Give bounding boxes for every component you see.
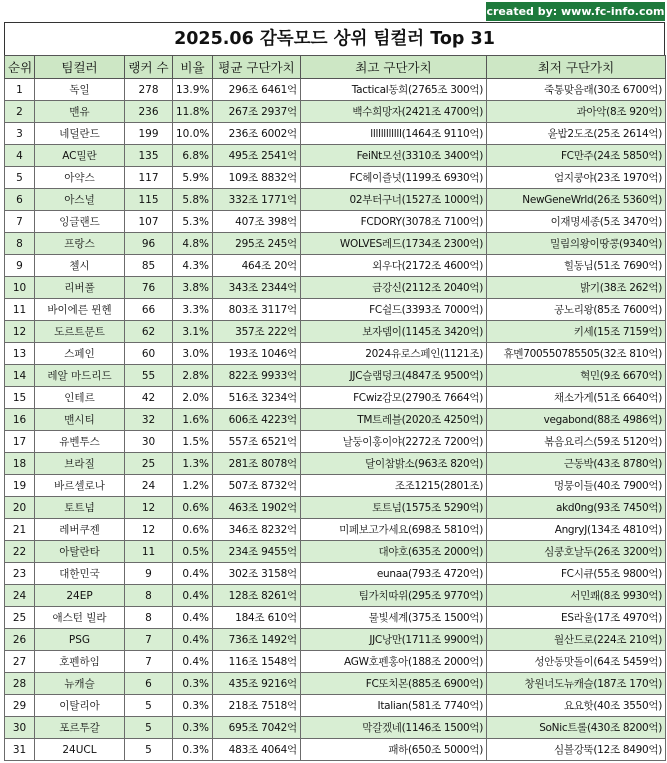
ranker-count-cell[interactable]: 115 [125, 189, 173, 211]
ranker-count-cell[interactable]: 199 [125, 123, 173, 145]
average-value-cell[interactable]: 116조 1548억 [213, 651, 301, 673]
ranker-count-cell[interactable]: 96 [125, 233, 173, 255]
table-row [5, 145, 666, 167]
team-color-cell[interactable]: 브라질 [35, 453, 125, 475]
header-highest-value[interactable]: 최고 구단가치 [301, 56, 487, 79]
highest-value-cell[interactable]: 금강신(2112조 2040억) [301, 277, 487, 299]
ratio-cell[interactable]: 0.5% [173, 541, 213, 563]
highest-value-cell[interactable]: TM트레블(2020조 4250억) [301, 409, 487, 431]
table-row [5, 497, 666, 519]
ranker-count-cell[interactable]: 117 [125, 167, 173, 189]
average-value-cell[interactable]: 109조 8832억 [213, 167, 301, 189]
lowest-value-cell[interactable]: NewGeneWrld(26조 5360억) [487, 189, 666, 211]
rank-cell[interactable]: 15 [5, 387, 35, 409]
average-value-cell[interactable]: 184조 610억 [213, 607, 301, 629]
average-value-cell[interactable]: 695조 7042억 [213, 717, 301, 739]
highest-value-cell[interactable]: 패하(650조 5000억) [301, 739, 487, 761]
ranker-count-cell[interactable]: 30 [125, 431, 173, 453]
team-color-cell[interactable]: 이탈리아 [35, 695, 125, 717]
ranker-count-cell[interactable]: 66 [125, 299, 173, 321]
header-row [5, 56, 666, 79]
rank-cell[interactable]: 23 [5, 563, 35, 585]
ratio-cell[interactable]: 0.3% [173, 673, 213, 695]
highest-value-cell[interactable]: 달이참밝소(963조 820억) [301, 453, 487, 475]
average-value-cell[interactable]: 736조 1492억 [213, 629, 301, 651]
header-lowest-value[interactable]: 최저 구단가치 [487, 56, 666, 79]
ratio-cell[interactable]: 0.6% [173, 497, 213, 519]
lowest-value-cell[interactable]: 힐동님(51조 7690억) [487, 255, 666, 277]
ranker-count-cell[interactable]: 8 [125, 585, 173, 607]
ratio-cell[interactable]: 0.4% [173, 585, 213, 607]
ratio-cell[interactable]: 11.8% [173, 101, 213, 123]
ratio-cell[interactable]: 2.8% [173, 365, 213, 387]
table-row [5, 475, 666, 497]
ratio-cell[interactable]: 2.0% [173, 387, 213, 409]
team-color-cell[interactable]: 유벤투스 [35, 431, 125, 453]
average-value-cell[interactable]: 516조 3234억 [213, 387, 301, 409]
table-row [5, 233, 666, 255]
ranker-count-cell[interactable]: 7 [125, 651, 173, 673]
table-row [5, 189, 666, 211]
highest-value-cell[interactable]: eunaa(793조 4720억) [301, 563, 487, 585]
rank-cell[interactable]: 1 [5, 79, 35, 101]
ratio-cell[interactable]: 4.3% [173, 255, 213, 277]
ratio-cell[interactable]: 5.3% [173, 211, 213, 233]
highest-value-cell[interactable]: 조조1215(2801조) [301, 475, 487, 497]
ratio-cell[interactable]: 6.8% [173, 145, 213, 167]
rank-cell[interactable]: 28 [5, 673, 35, 695]
highest-value-cell[interactable]: llllllllllll(1464조 9110억) [301, 123, 487, 145]
rank-cell[interactable]: 8 [5, 233, 35, 255]
team-color-cell[interactable]: 리버풀 [35, 277, 125, 299]
table-row [5, 541, 666, 563]
lowest-value-cell[interactable]: 심볼강뚝(12조 8490억) [487, 739, 666, 761]
ratio-cell[interactable]: 0.4% [173, 651, 213, 673]
table-row [5, 585, 666, 607]
ranker-count-cell[interactable]: 60 [125, 343, 173, 365]
table-title: 2025.06 감독모드 상위 팀컬러 Top 31 [4, 22, 665, 55]
team-color-cell[interactable]: 첼시 [35, 255, 125, 277]
rank-cell[interactable]: 31 [5, 739, 35, 761]
average-value-cell[interactable]: 483조 4064억 [213, 739, 301, 761]
lowest-value-cell[interactable]: 밝기(38조 262억) [487, 277, 666, 299]
team-color-cell[interactable]: 아스널 [35, 189, 125, 211]
lowest-value-cell[interactable]: 밀림의왕이땅콩(9340억) [487, 233, 666, 255]
team-color-cell[interactable]: PSG [35, 629, 125, 651]
header-team-color[interactable]: 팀컬러 [35, 56, 125, 79]
average-value-cell[interactable]: 295조 245억 [213, 233, 301, 255]
rank-cell[interactable]: 4 [5, 145, 35, 167]
lowest-value-cell[interactable]: 과아악(8조 920억) [487, 101, 666, 123]
ranker-count-cell[interactable]: 85 [125, 255, 173, 277]
table-row [5, 409, 666, 431]
team-color-cell[interactable]: 24EP [35, 585, 125, 607]
average-value-cell[interactable]: 218조 7518억 [213, 695, 301, 717]
ranker-count-cell[interactable]: 76 [125, 277, 173, 299]
table-row [5, 739, 666, 761]
table-row [5, 123, 666, 145]
team-color-cell[interactable]: 24UCL [35, 739, 125, 761]
lowest-value-cell[interactable]: 근동박(43조 8780억) [487, 453, 666, 475]
table-body [5, 79, 666, 761]
highest-value-cell[interactable]: AGW호펜홍아(188조 2000억) [301, 651, 487, 673]
ranker-count-cell[interactable]: 8 [125, 607, 173, 629]
table-row [5, 277, 666, 299]
average-value-cell[interactable]: 281조 8078억 [213, 453, 301, 475]
ratio-cell[interactable]: 0.4% [173, 563, 213, 585]
rank-cell[interactable]: 25 [5, 607, 35, 629]
ranker-count-cell[interactable]: 32 [125, 409, 173, 431]
ranker-count-cell[interactable]: 7 [125, 629, 173, 651]
table-row [5, 101, 666, 123]
average-value-cell[interactable]: 302조 3158억 [213, 563, 301, 585]
highest-value-cell[interactable]: FC헤이즐넛(1199조 6930억) [301, 167, 487, 189]
header-average-value[interactable]: 평균 구단가치 [213, 56, 301, 79]
ranker-count-cell[interactable]: 24 [125, 475, 173, 497]
ranker-count-cell[interactable]: 62 [125, 321, 173, 343]
average-value-cell[interactable]: 822조 9933억 [213, 365, 301, 387]
table-row [5, 717, 666, 739]
highest-value-cell[interactable]: 막갈겠네(1146조 1500억) [301, 717, 487, 739]
highest-value-cell[interactable]: 백수희망자(2421조 4700억) [301, 101, 487, 123]
ratio-cell[interactable]: 3.3% [173, 299, 213, 321]
team-color-cell[interactable]: 바르셀로나 [35, 475, 125, 497]
average-value-cell[interactable]: 343조 2344억 [213, 277, 301, 299]
average-value-cell[interactable]: 296조 6461억 [213, 79, 301, 101]
highest-value-cell[interactable]: 보자뎀이(1145조 3420억) [301, 321, 487, 343]
table-row [5, 431, 666, 453]
lowest-value-cell[interactable]: ES라울(17조 4970억) [487, 607, 666, 629]
lowest-value-cell[interactable]: 윤밥2도조(25조 2614억) [487, 123, 666, 145]
team-color-cell[interactable]: 레알 마드리드 [35, 365, 125, 387]
table-row [5, 563, 666, 585]
average-value-cell[interactable]: 332조 1771억 [213, 189, 301, 211]
team-color-cell[interactable]: 아탈란타 [35, 541, 125, 563]
lowest-value-cell[interactable]: FC시큐(55조 9800억) [487, 563, 666, 585]
ranker-count-cell[interactable]: 9 [125, 563, 173, 585]
header-ratio[interactable]: 비율 [173, 56, 213, 79]
table-row [5, 255, 666, 277]
ratio-cell[interactable]: 0.4% [173, 607, 213, 629]
highest-value-cell[interactable]: 외우다(2172조 4600억) [301, 255, 487, 277]
ranker-count-cell[interactable]: 12 [125, 519, 173, 541]
rank-cell[interactable]: 27 [5, 651, 35, 673]
ranker-count-cell[interactable]: 6 [125, 673, 173, 695]
ratio-cell[interactable]: 0.3% [173, 717, 213, 739]
rank-cell[interactable]: 26 [5, 629, 35, 651]
ranker-count-cell[interactable]: 11 [125, 541, 173, 563]
average-value-cell[interactable]: 128조 8261억 [213, 585, 301, 607]
lowest-value-cell[interactable]: 이재명세종(5조 3470억) [487, 211, 666, 233]
team-color-cell[interactable]: 맨시티 [35, 409, 125, 431]
rank-cell[interactable]: 18 [5, 453, 35, 475]
average-value-cell[interactable]: 464조 20억 [213, 255, 301, 277]
team-color-cell[interactable]: 호펜하임 [35, 651, 125, 673]
ratio-cell[interactable]: 3.0% [173, 343, 213, 365]
highest-value-cell[interactable]: Italian(581조 7740억) [301, 695, 487, 717]
ranker-count-cell[interactable]: 107 [125, 211, 173, 233]
table-row [5, 651, 666, 673]
rank-cell[interactable]: 11 [5, 299, 35, 321]
ratio-cell[interactable]: 0.6% [173, 519, 213, 541]
table-row [5, 695, 666, 717]
lowest-value-cell[interactable]: 멍뭉이들(40조 7900억) [487, 475, 666, 497]
team-color-cell[interactable]: 뉴캐슬 [35, 673, 125, 695]
highest-value-cell[interactable]: JJC슬램덩크(4847조 9500억) [301, 365, 487, 387]
ratio-cell[interactable]: 13.9% [173, 79, 213, 101]
highest-value-cell[interactable]: Tactical동희(2765조 300억) [301, 79, 487, 101]
highest-value-cell[interactable]: FeiNt모선(3310조 3400억) [301, 145, 487, 167]
team-color-cell[interactable]: 스페인 [35, 343, 125, 365]
average-value-cell[interactable]: 557조 6521억 [213, 431, 301, 453]
average-value-cell[interactable]: 193조 1046억 [213, 343, 301, 365]
table-row [5, 343, 666, 365]
highest-value-cell[interactable]: WOLVES레드(1734조 2300억) [301, 233, 487, 255]
lowest-value-cell[interactable]: 볶음요리스(59조 5120억) [487, 431, 666, 453]
team-color-cell[interactable]: 맨유 [35, 101, 125, 123]
average-value-cell[interactable]: 267조 2937억 [213, 101, 301, 123]
ranker-count-cell[interactable]: 5 [125, 717, 173, 739]
ranker-count-cell[interactable]: 42 [125, 387, 173, 409]
ratio-cell[interactable]: 10.0% [173, 123, 213, 145]
rank-cell[interactable]: 5 [5, 167, 35, 189]
average-value-cell[interactable]: 236조 6002억 [213, 123, 301, 145]
highest-value-cell[interactable]: 2024유로스페인(1121조) [301, 343, 487, 365]
ratio-cell[interactable]: 0.3% [173, 739, 213, 761]
table-row [5, 299, 666, 321]
lowest-value-cell[interactable]: 채소가게(51조 6640억) [487, 387, 666, 409]
header-rank[interactable]: 순위 [5, 56, 35, 79]
lowest-value-cell[interactable]: akd0ng(93조 7450억) [487, 497, 666, 519]
average-value-cell[interactable]: 463조 1902억 [213, 497, 301, 519]
team-color-cell[interactable]: 도르트문트 [35, 321, 125, 343]
ratio-cell[interactable]: 0.4% [173, 629, 213, 651]
lowest-value-cell[interactable]: FC만주(24조 5850억) [487, 145, 666, 167]
ranker-count-cell[interactable]: 25 [125, 453, 173, 475]
ratio-cell[interactable]: 3.8% [173, 277, 213, 299]
table-row [5, 365, 666, 387]
table-row [5, 387, 666, 409]
table-row [5, 519, 666, 541]
table-row [5, 211, 666, 233]
team-color-cell[interactable]: 네덜란드 [35, 123, 125, 145]
rank-cell[interactable]: 2 [5, 101, 35, 123]
lowest-value-cell[interactable]: vegabond(88조 4986억) [487, 409, 666, 431]
average-value-cell[interactable]: 606조 4223억 [213, 409, 301, 431]
team-color-cell[interactable]: 독일 [35, 79, 125, 101]
rank-cell[interactable]: 3 [5, 123, 35, 145]
lowest-value-cell[interactable]: 키세(15조 7159억) [487, 321, 666, 343]
table-row [5, 321, 666, 343]
highest-value-cell[interactable]: FCDORY(3078조 7100억) [301, 211, 487, 233]
lowest-value-cell[interactable]: 월산드로(224조 210억) [487, 629, 666, 651]
lowest-value-cell[interactable]: 혁민(9조 6670억) [487, 365, 666, 387]
ranker-count-cell[interactable]: 12 [125, 497, 173, 519]
ratio-cell[interactable]: 1.3% [173, 453, 213, 475]
highest-value-cell[interactable]: 미페보고가세요(698조 5810억) [301, 519, 487, 541]
highest-value-cell[interactable]: 날둥이홍이야(2272조 7200억) [301, 431, 487, 453]
lowest-value-cell[interactable]: 요요핫(40조 3550억) [487, 695, 666, 717]
lowest-value-cell[interactable]: 창원너도뉴캐슬(187조 170억) [487, 673, 666, 695]
ratio-cell[interactable]: 5.9% [173, 167, 213, 189]
ranker-count-cell[interactable]: 236 [125, 101, 173, 123]
ranker-count-cell[interactable]: 5 [125, 739, 173, 761]
ranker-count-cell[interactable]: 278 [125, 79, 173, 101]
team-color-cell[interactable]: 토트넘 [35, 497, 125, 519]
ratio-cell[interactable]: 3.1% [173, 321, 213, 343]
table-row [5, 167, 666, 189]
rank-cell[interactable]: 9 [5, 255, 35, 277]
table-row [5, 607, 666, 629]
average-value-cell[interactable]: 357조 222억 [213, 321, 301, 343]
ranker-count-cell[interactable]: 55 [125, 365, 173, 387]
header-ranker-count[interactable]: 랭커 수 [125, 56, 173, 79]
average-value-cell[interactable]: 435조 9216억 [213, 673, 301, 695]
lowest-value-cell[interactable]: 엄지쿵야(23조 1970억) [487, 167, 666, 189]
ratio-cell[interactable]: 1.6% [173, 409, 213, 431]
highest-value-cell[interactable]: FCwiz감모(2790조 7664억) [301, 387, 487, 409]
rank-cell[interactable]: 17 [5, 431, 35, 453]
highest-value-cell[interactable]: 물빛세계(375조 1500억) [301, 607, 487, 629]
rank-cell[interactable]: 19 [5, 475, 35, 497]
lowest-value-cell[interactable]: 심쿵호날두(26조 3200억) [487, 541, 666, 563]
team-color-cell[interactable]: 아약스 [35, 167, 125, 189]
lowest-value-cell[interactable]: AngryJ(134조 4810억) [487, 519, 666, 541]
team-color-cell[interactable]: 잉글랜드 [35, 211, 125, 233]
average-value-cell[interactable]: 495조 2541억 [213, 145, 301, 167]
team-color-cell[interactable]: AC밀란 [35, 145, 125, 167]
team-color-cell[interactable]: 대한민국 [35, 563, 125, 585]
team-color-cell[interactable]: 인테르 [35, 387, 125, 409]
rank-cell[interactable]: 22 [5, 541, 35, 563]
rank-cell[interactable]: 20 [5, 497, 35, 519]
rank-cell[interactable]: 10 [5, 277, 35, 299]
highest-value-cell[interactable]: JJC낭만(1711조 9900억) [301, 629, 487, 651]
lowest-value-cell[interactable]: 죽통맞음래(30조 6700억) [487, 79, 666, 101]
rank-cell[interactable]: 21 [5, 519, 35, 541]
table-row [5, 79, 666, 101]
ranker-count-cell[interactable]: 5 [125, 695, 173, 717]
lowest-value-cell[interactable]: 공노리왕(85조 7600억) [487, 299, 666, 321]
ratio-cell[interactable]: 5.8% [173, 189, 213, 211]
team-color-cell[interactable]: 바이에른 뮌헨 [35, 299, 125, 321]
ranker-count-cell[interactable]: 135 [125, 145, 173, 167]
average-value-cell[interactable]: 234조 9455억 [213, 541, 301, 563]
team-color-cell[interactable]: 애스턴 빌라 [35, 607, 125, 629]
rank-cell[interactable]: 6 [5, 189, 35, 211]
ratio-cell[interactable]: 0.3% [173, 695, 213, 717]
table-row [5, 673, 666, 695]
average-value-cell[interactable]: 407조 398억 [213, 211, 301, 233]
average-value-cell[interactable]: 803조 3117억 [213, 299, 301, 321]
lowest-value-cell[interactable]: 서민쾌(8조 9930억) [487, 585, 666, 607]
table-row [5, 629, 666, 651]
rank-cell[interactable]: 13 [5, 343, 35, 365]
team-color-table [4, 55, 666, 761]
average-value-cell[interactable]: 507조 8732억 [213, 475, 301, 497]
ratio-cell[interactable]: 1.5% [173, 431, 213, 453]
highest-value-cell[interactable]: FC또치몬(885조 6900억) [301, 673, 487, 695]
team-color-cell[interactable]: 레버쿠젠 [35, 519, 125, 541]
highest-value-cell[interactable]: 팀가치따위(295조 9770억) [301, 585, 487, 607]
highest-value-cell[interactable]: 토트넘(1575조 5290억) [301, 497, 487, 519]
rank-cell[interactable]: 29 [5, 695, 35, 717]
highest-value-cell[interactable]: 대야호(635조 2000억) [301, 541, 487, 563]
lowest-value-cell[interactable]: SoNic트롤(430조 8200억) [487, 717, 666, 739]
rank-cell[interactable]: 7 [5, 211, 35, 233]
rank-cell[interactable]: 12 [5, 321, 35, 343]
lowest-value-cell[interactable]: 휴멘700550785505(32조 810억) [487, 343, 666, 365]
ratio-cell[interactable]: 4.8% [173, 233, 213, 255]
highest-value-cell[interactable]: 02부터구너(1527조 1000억) [301, 189, 487, 211]
team-color-cell[interactable]: 프랑스 [35, 233, 125, 255]
ratio-cell[interactable]: 1.2% [173, 475, 213, 497]
rank-cell[interactable]: 14 [5, 365, 35, 387]
team-color-cell[interactable]: 포르투갈 [35, 717, 125, 739]
table-row [5, 453, 666, 475]
rank-cell[interactable]: 30 [5, 717, 35, 739]
rank-cell[interactable]: 24 [5, 585, 35, 607]
highest-value-cell[interactable]: FC쉴드(3393조 7000억) [301, 299, 487, 321]
lowest-value-cell[interactable]: 성안동맛돌이(64조 5459억) [487, 651, 666, 673]
average-value-cell[interactable]: 346조 8232억 [213, 519, 301, 541]
credit-banner: created by: www.fc-info.com [486, 2, 665, 21]
rank-cell[interactable]: 16 [5, 409, 35, 431]
